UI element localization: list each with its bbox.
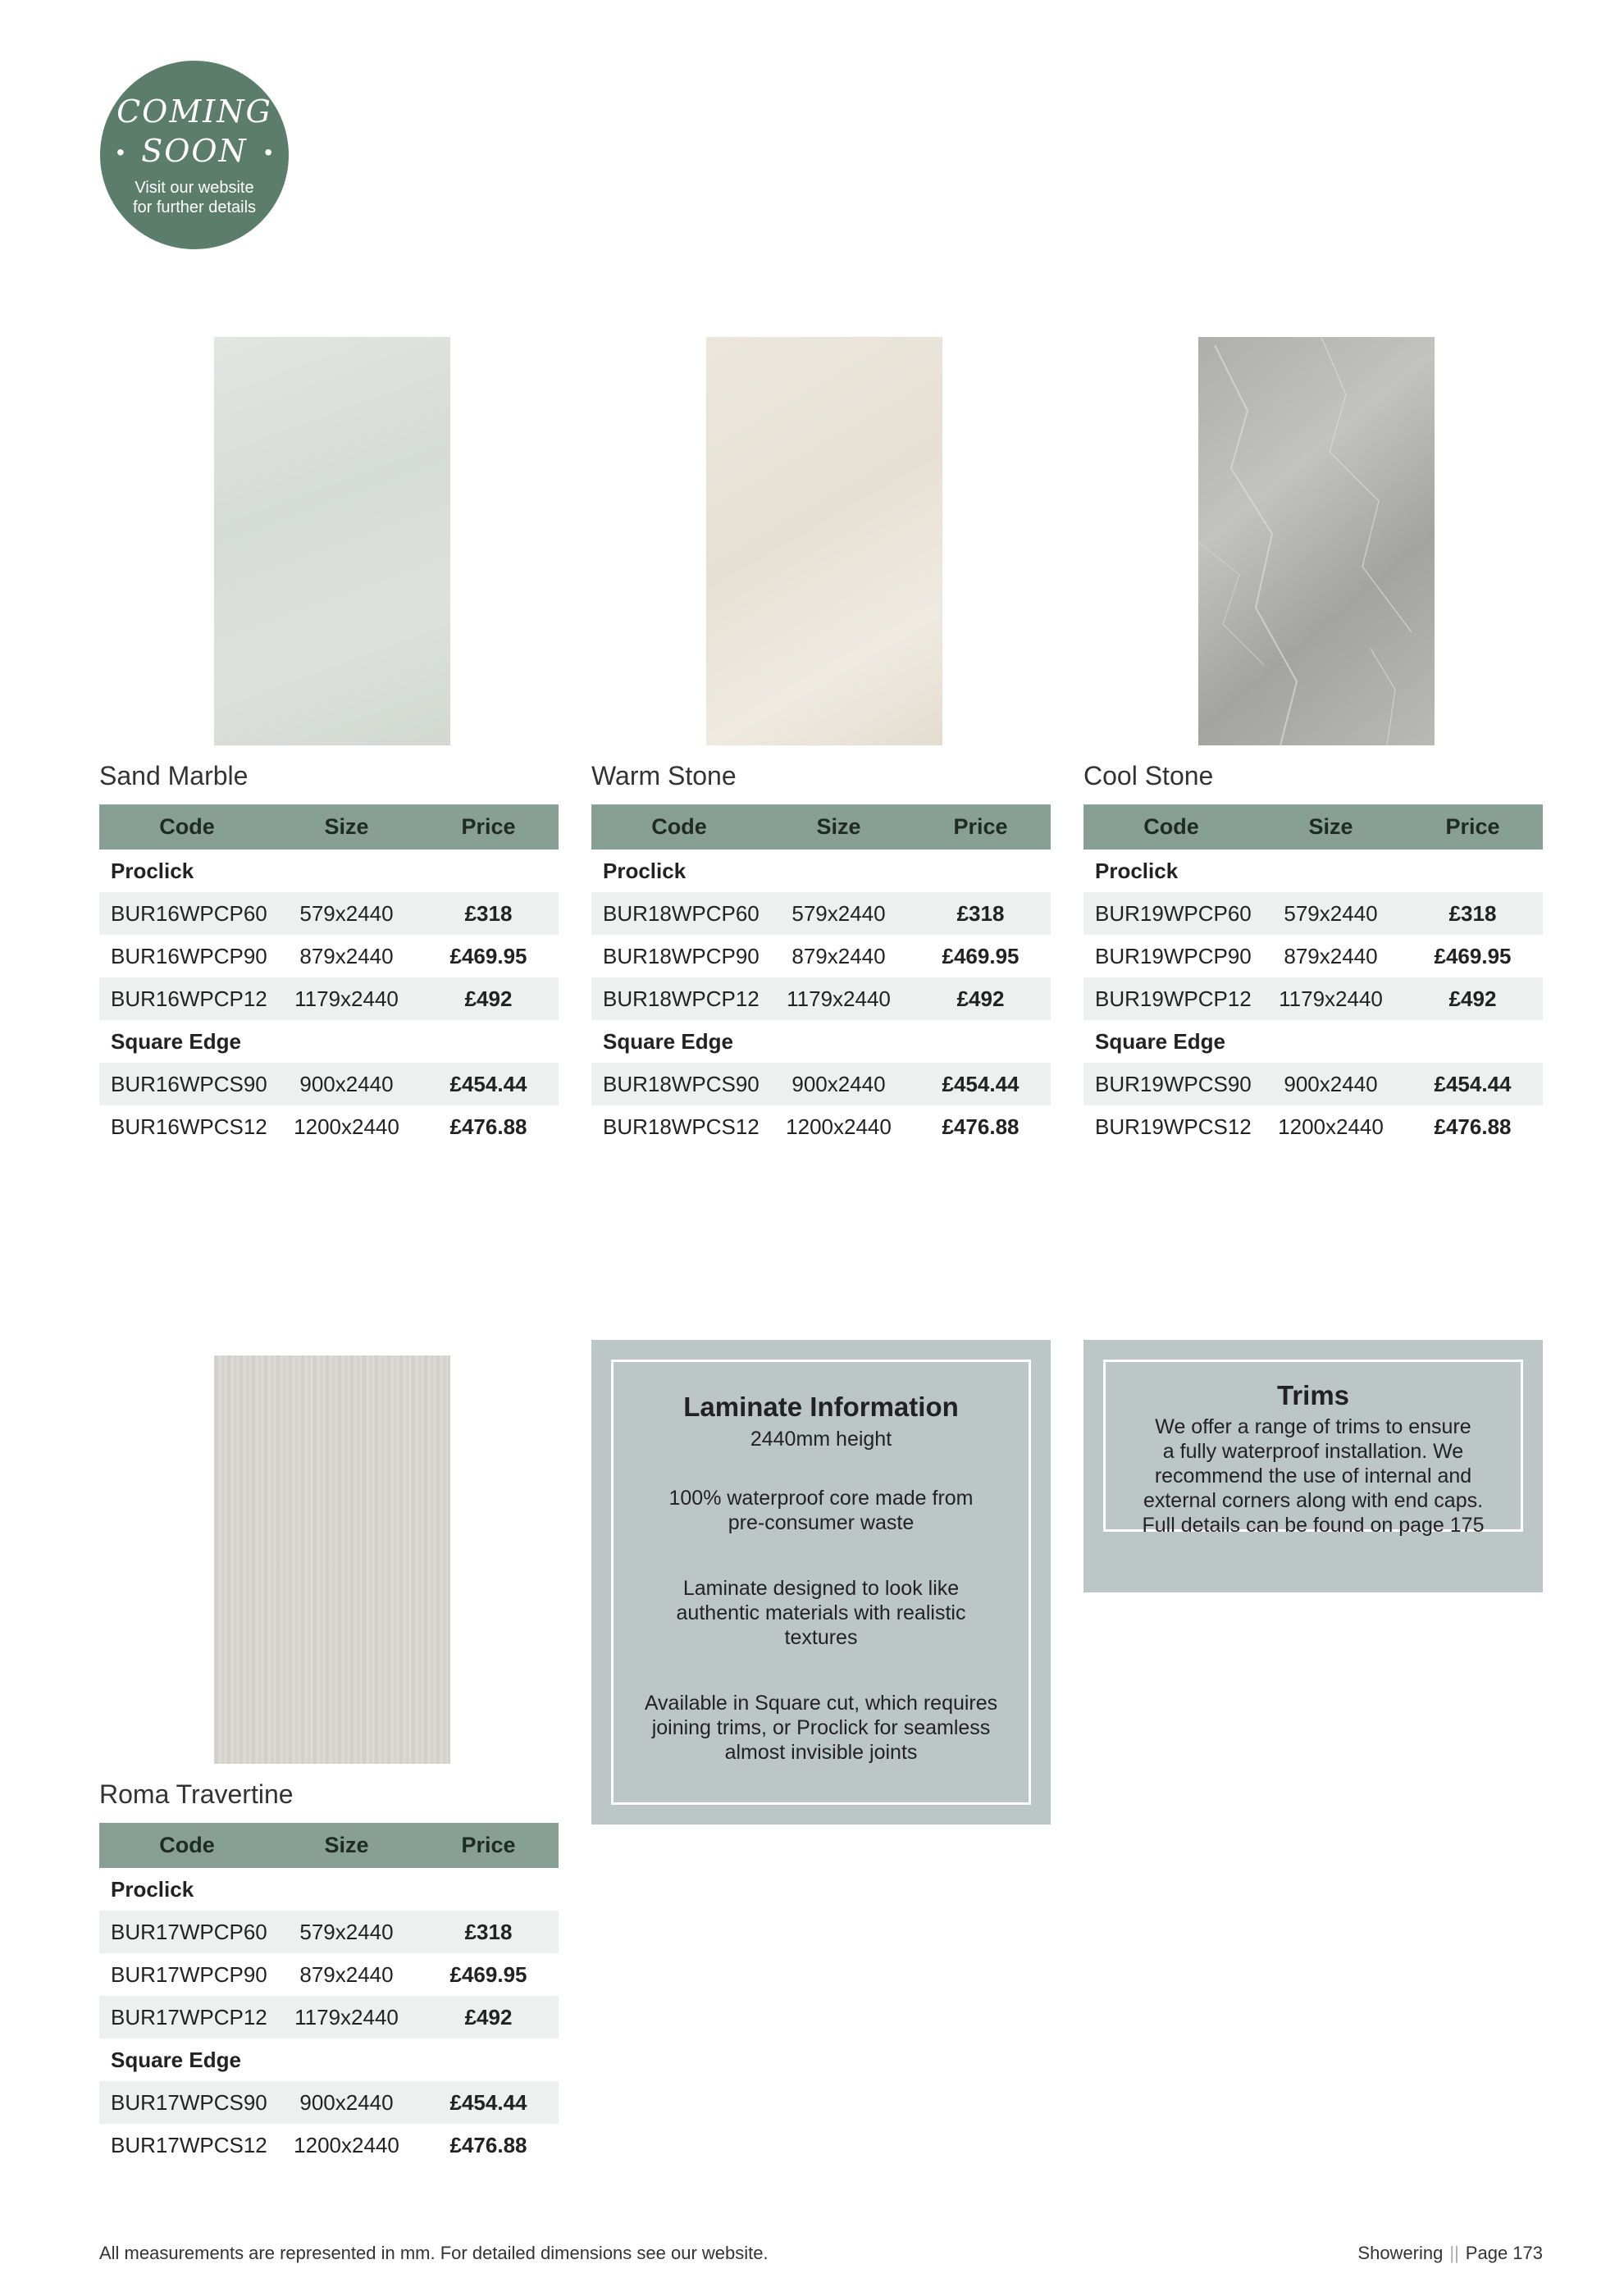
product-size: 879x2440 [791,943,886,968]
text-line: textures [784,1626,858,1649]
table-row [1083,935,1543,977]
group-label: Proclick [111,1876,194,1902]
marble-veins [1198,337,1435,745]
table-row [591,892,1051,935]
product-code: BUR17WPCP60 [99,1911,275,1953]
product-price: £469.95 [942,943,1020,968]
table-row [99,1105,559,1148]
table-row [99,1953,559,1996]
roma-travertine-swatch-image [214,1355,450,1764]
text-line: joining trims, or Proclick for seamless [651,1716,991,1739]
product-code: BUR16WPCS90 [99,1063,275,1105]
product-code: BUR19WPCS90 [1083,1063,1259,1105]
product-price: £476.88 [449,1114,527,1139]
table-row [591,977,1051,1020]
product-price: £476.88 [449,2132,527,2157]
product-size: 579x2440 [275,892,418,935]
group-row [1083,1020,1543,1063]
product-price: £454.44 [910,1063,1051,1105]
footer-measurement-note: All measurements are represented in mm. For detailed dimensions see our website. [99,2243,769,2263]
product-size: 1179x2440 [275,1996,418,2039]
text-line: We offer a range of trims to ensure [1155,1415,1471,1438]
column-header-price: Price [418,1823,559,1868]
product-price: £318 [418,1911,559,1953]
product-code: BUR18WPCP90 [603,943,760,968]
column-header-code: Code [99,1823,275,1868]
product-size: 879x2440 [299,943,394,968]
group-label: Square Edge [111,1028,241,1054]
product-code: BUR18WPCS90 [591,1063,767,1105]
product-size: 1179x2440 [767,977,910,1020]
table-row [99,1063,559,1105]
table-row [99,2124,559,2166]
product-code: BUR18WPCP12 [591,977,767,1020]
trims-title: Trims [1276,1380,1350,1410]
group-label: Square Edge [111,2047,241,2072]
product-code: BUR19WPCS12 [1095,1114,1252,1139]
warm-stone-price-table [591,804,1051,1148]
product-price: £492 [910,977,1051,1020]
table-header-row [591,804,1051,850]
product-code: BUR16WPCS12 [111,1114,267,1139]
product-code: BUR16WPCP60 [99,892,275,935]
badge-line-coming: COMING [116,93,272,130]
table-row [591,1063,1051,1105]
table-row [99,1996,559,2039]
product-price: £454.44 [1403,1063,1543,1105]
sand-marble-price-table [99,804,559,1148]
column-header-price: Price [1403,804,1543,850]
table-row [99,1911,559,1953]
badge-line-soon: SOON [141,133,248,169]
cool-stone-swatch-image [1198,337,1435,745]
product-code: BUR17WPCS90 [99,2081,275,2124]
product-price: £476.88 [942,1114,1020,1139]
table-row [1083,1105,1543,1148]
product-code: BUR16WPCP12 [99,977,275,1020]
column-header-code: Code [99,804,275,850]
product-size: 1200x2440 [294,1114,399,1139]
product-size: 579x2440 [275,1911,418,1953]
product-size: 579x2440 [767,892,910,935]
group-label: Proclick [1095,858,1179,883]
product-price: £492 [1403,977,1543,1020]
group-row [591,850,1051,892]
group-label: Square Edge [603,1028,733,1054]
product-size: 1179x2440 [1259,977,1403,1020]
table-row [1083,977,1543,1020]
warm-stone-title: Warm Stone [591,761,737,790]
text-line: Laminate designed to look like [682,1577,960,1600]
text-line: Full details can be found on page 175 [1142,1514,1485,1537]
product-price: £318 [418,892,559,935]
footer-page-info [1357,2243,1543,2264]
laminate-info-subtitle: 2440mm height [750,1428,892,1451]
text-line: a fully waterproof installation. We [1162,1440,1464,1463]
roma-travertine-title: Roma Travertine [99,1779,294,1809]
table-header-row [99,804,559,850]
product-size: 900x2440 [767,1063,910,1105]
trims-info-box [1083,1340,1543,1592]
product-price: £318 [910,892,1051,935]
column-header-size: Size [275,1823,418,1868]
column-header-size: Size [275,804,418,850]
group-row [99,1020,559,1063]
group-label: Proclick [111,858,194,883]
column-header-code: Code [1083,804,1259,850]
table-row [99,977,559,1020]
table-row [1083,892,1543,935]
coming-soon-badge [100,61,289,249]
trims-info-frame [1103,1360,1523,1537]
warm-stone-swatch-image [706,337,942,745]
product-price: £469.95 [449,943,527,968]
product-size: 900x2440 [1259,1063,1403,1105]
text-line: Available in Square cut, which requires [644,1692,998,1715]
product-code: BUR17WPCP90 [111,1961,267,1987]
table-row [591,1105,1051,1148]
table-row [99,892,559,935]
cool-stone-title: Cool Stone [1083,761,1214,790]
badge-note-line1: Visit our website [135,179,254,197]
trims-description [1106,1414,1521,1538]
product-price: £454.44 [418,2081,559,2124]
table-row [1083,1063,1543,1105]
product-price: £469.95 [1434,943,1512,968]
product-code: BUR17WPCP12 [99,1996,275,2039]
product-size: 900x2440 [275,2081,418,2124]
badge-dot-left: • [116,139,125,165]
group-row [591,1020,1051,1063]
badge-note-line2: for further details [132,198,257,216]
product-size: 1200x2440 [294,2132,399,2157]
laminate-info-box [591,1340,1051,1824]
product-code: BUR19WPCP12 [1083,977,1259,1020]
product-code: BUR16WPCP90 [111,943,267,968]
product-code: BUR19WPCP90 [1095,943,1252,968]
table-header-row [99,1823,559,1868]
product-price: £454.44 [418,1063,559,1105]
column-header-price: Price [418,804,559,850]
product-code: BUR18WPCP60 [591,892,767,935]
badge-note [100,178,289,217]
table-header-row [1083,804,1543,850]
product-code: BUR18WPCS12 [603,1114,760,1139]
column-header-price: Price [910,804,1051,850]
text-line: pre-consumer waste [728,1511,915,1534]
laminate-info-paragraph-3 [614,1691,1029,1765]
column-header-size: Size [1259,804,1403,850]
cool-stone-price-table [1083,804,1543,1148]
laminate-info-frame [611,1360,1031,1805]
product-price: £469.95 [449,1961,527,1987]
sand-marble-swatch-image [214,337,450,745]
text-line: almost invisible joints [724,1741,918,1764]
column-header-size: Size [767,804,910,850]
footer-section: Showering [1357,2243,1444,2263]
product-size: 1200x2440 [1278,1114,1384,1139]
footer-separator: || [1449,2243,1459,2263]
product-size: 879x2440 [1284,943,1378,968]
text-line: authentic materials with realistic [676,1601,966,1624]
text-line: 100% waterproof core made from [668,1487,974,1510]
product-price: £492 [418,1996,559,2039]
product-price: £318 [1403,892,1543,935]
text-line: recommend the use of internal and [1154,1465,1472,1487]
sand-marble-title: Sand Marble [99,761,249,790]
roma-travertine-price-table [99,1823,559,2166]
product-size: 1200x2440 [786,1114,892,1139]
product-price: £476.88 [1434,1114,1512,1139]
product-size: 900x2440 [275,1063,418,1105]
group-label: Square Edge [1095,1028,1225,1054]
table-row [99,2081,559,2124]
product-price: £492 [418,977,559,1020]
table-row [591,935,1051,977]
group-row [99,2039,559,2081]
product-size: 1179x2440 [275,977,418,1020]
laminate-info-paragraph-2 [614,1576,1029,1650]
laminate-info-title: Laminate Information [683,1392,959,1422]
product-code: BUR19WPCP60 [1083,892,1259,935]
group-row [99,1868,559,1911]
badge-dot-right: • [264,139,272,165]
laminate-info-paragraph-1 [614,1486,1029,1535]
footer-page-number: Page 173 [1465,2243,1543,2263]
group-row [1083,850,1543,892]
group-row [99,850,559,892]
table-row [99,935,559,977]
product-size: 879x2440 [299,1961,394,1987]
text-line: external corners along with end caps. [1143,1489,1484,1512]
product-size: 579x2440 [1259,892,1403,935]
product-code: BUR17WPCS12 [111,2132,267,2157]
column-header-code: Code [591,804,767,850]
group-label: Proclick [603,858,687,883]
